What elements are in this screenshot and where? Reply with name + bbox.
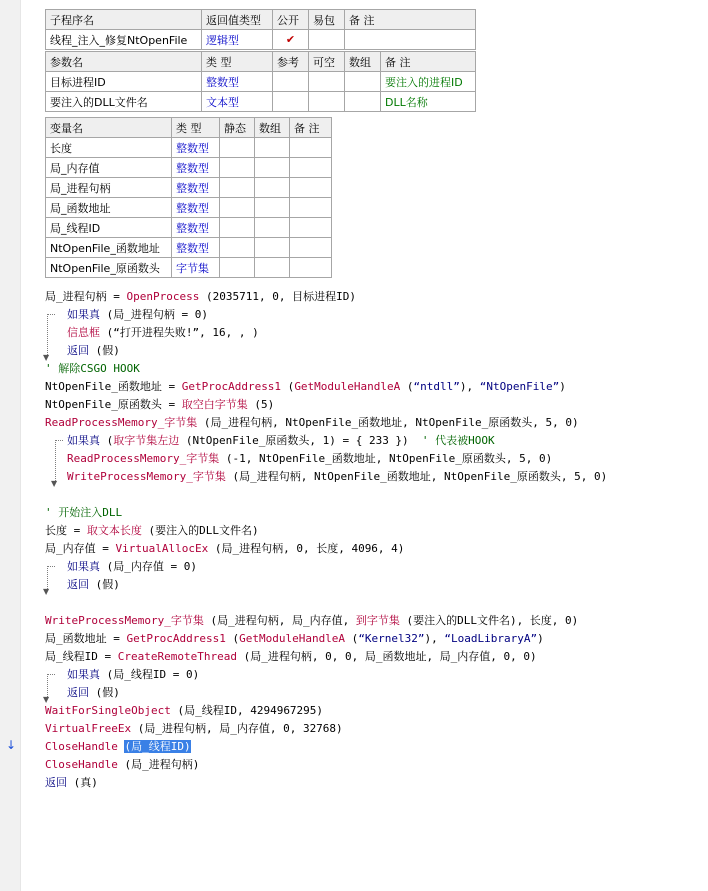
keyword: 如果真 [67, 560, 100, 573]
flow-guide [47, 566, 48, 589]
function-name: GetModuleHandleA [239, 632, 346, 645]
code-line[interactable] [67, 558, 197, 575]
code-line[interactable] [45, 378, 566, 395]
code-text: (局_进程句柄, 局_内存值, [203, 614, 356, 627]
var-type-cell[interactable]: 整数型 [172, 138, 220, 158]
code-text: (局_进程句柄) [117, 758, 200, 771]
code-text: 局_函数地址 = [45, 632, 127, 645]
code-text: (“打开进程失败!”, 16, , ) [100, 326, 259, 339]
param-type-cell[interactable]: 文本型 [202, 92, 273, 112]
function-name: WriteProcessMemory_字节集 [45, 614, 204, 627]
var-name-cell[interactable]: 局_函数地址 [46, 198, 172, 218]
function-name: 取空白字节集 [181, 398, 248, 411]
keyword: 返回 [67, 344, 89, 357]
code-text: (真) [67, 776, 98, 789]
string-literal: “ntdll” [413, 380, 460, 393]
keyword: 返回 [67, 686, 89, 699]
keyword: 如果真 [67, 668, 100, 681]
code-line[interactable] [67, 306, 208, 323]
down-triangle-icon: ▼ [43, 695, 50, 704]
flow-guide [47, 674, 55, 675]
code-line[interactable] [45, 648, 537, 665]
function-name: ReadProcessMemory_字节集 [45, 416, 198, 429]
code-text: NtOpenFile_原函数头 = [45, 398, 182, 411]
code-text: (要注入的DLL文件名), 长度, 0) [399, 614, 579, 627]
code-line[interactable] [45, 720, 343, 737]
code-text: (假) [89, 686, 120, 699]
function-name: GetProcAddress1 [126, 632, 226, 645]
var-note-cell[interactable] [290, 258, 332, 278]
var-static-cell[interactable] [220, 138, 255, 158]
var-type-cell[interactable]: 整数型 [172, 198, 220, 218]
code-line[interactable] [67, 684, 120, 701]
param-name-cell[interactable]: 目标进程ID [46, 72, 202, 92]
code-text: ( [281, 380, 295, 393]
header-sub-name: 子程序名 [46, 10, 202, 30]
var-array-cell[interactable] [255, 198, 290, 218]
var-array-cell[interactable] [255, 218, 290, 238]
function-name: OpenProcess [126, 290, 200, 303]
var-static-cell[interactable] [220, 218, 255, 238]
param-array-cell[interactable] [345, 72, 381, 92]
function-name: CloseHandle [45, 740, 118, 753]
comment-line[interactable]: ' 解除CSGO HOOK [45, 362, 140, 375]
code-text: (局_进程句柄, 0, 0, 局_函数地址, 局_内存值, 0, 0) [236, 650, 537, 663]
code-text: ) [537, 632, 544, 645]
function-name: ReadProcessMemory_字节集 [67, 452, 220, 465]
header-nullable: 可空 [309, 52, 345, 72]
code-text: (假) [89, 578, 120, 591]
var-name-cell[interactable]: NtOpenFile_函数地址 [46, 238, 172, 258]
function-name: VirtualAllocEx [115, 542, 209, 555]
code-text: (局_进程句柄, NtOpenFile_函数地址, NtOpenFile_原函数头, 5, 0) [197, 416, 579, 429]
flow-guide [47, 314, 48, 355]
param-type-cell[interactable]: 整数型 [202, 72, 273, 92]
header-param-note: 备 注 [381, 52, 476, 72]
param-array-cell[interactable] [345, 92, 381, 112]
param-ref-cell[interactable] [273, 72, 309, 92]
code-line[interactable] [67, 450, 552, 467]
header-note: 备 注 [345, 10, 476, 30]
code-text: (要注入的DLL文件名) [141, 524, 259, 537]
header-public: 公开 [273, 10, 309, 30]
header-array: 数组 [345, 52, 381, 72]
var-array-cell[interactable] [255, 178, 290, 198]
keyword: 如果真 [67, 434, 100, 447]
code-text: (局_进程句柄, NtOpenFile_函数地址, NtOpenFile_原函数头, 5, 0) [225, 470, 608, 483]
code-text: (-1, NtOpenFile_函数地址, NtOpenFile_原函数头, 5, 0) [219, 452, 553, 465]
code-text: ( [400, 380, 414, 393]
code-line[interactable] [67, 432, 495, 449]
code-text: (局_进程句柄, 局_内存值, 0, 32768) [131, 722, 343, 735]
var-note-cell[interactable] [290, 198, 332, 218]
comment: ' 代表被HOOK [408, 434, 495, 447]
function-name: GetProcAddress1 [181, 380, 282, 393]
code-text: (5) [247, 398, 275, 411]
param-name-cell[interactable]: 要注入的DLL文件名 [46, 92, 202, 112]
function-name: 到字节集 [355, 614, 400, 627]
header-param-type: 类 型 [202, 52, 273, 72]
var-array-cell[interactable] [255, 138, 290, 158]
var-static-cell[interactable] [220, 198, 255, 218]
code-text: ), [459, 380, 480, 393]
keyword: 返回 [67, 578, 89, 591]
code-line[interactable] [45, 522, 259, 539]
param-note-cell[interactable]: DLL名称 [381, 92, 476, 112]
var-static-cell[interactable] [220, 238, 255, 258]
code-text: 长度 = [45, 524, 87, 537]
code-text: (假) [89, 344, 120, 357]
function-name: 信息框 [67, 326, 100, 339]
function-name: CreateRemoteThread [117, 650, 237, 663]
var-note-cell[interactable] [290, 178, 332, 198]
return-type-cell[interactable]: 逻辑型 [202, 30, 273, 50]
code-text: (NtOpenFile_原函数头, 1) = { 233 }) [179, 434, 409, 447]
variable-table [45, 117, 332, 278]
comment-line[interactable]: ' 开始注入DLL [45, 506, 123, 519]
header-var-type: 类 型 [172, 118, 220, 138]
var-name-cell[interactable]: 局_内存值 [46, 158, 172, 178]
code-text: (2035711, 0, 目标进程ID) [199, 290, 356, 303]
function-name: WaitForSingleObject [45, 704, 171, 717]
string-literal: “NtOpenFile” [479, 380, 560, 393]
code-line[interactable] [67, 324, 259, 341]
function-name: WriteProcessMemory_字节集 [67, 470, 226, 483]
code-line[interactable] [45, 414, 579, 431]
header-easy-pkg: 易包 [309, 10, 345, 30]
code-line[interactable] [67, 576, 120, 593]
code-line[interactable] [45, 756, 199, 773]
public-checkmark-icon[interactable]: ✔ [273, 30, 309, 50]
code-text: 局_内存值 = [45, 542, 116, 555]
function-name: GetModuleHandleA [294, 380, 401, 393]
code-line[interactable] [45, 702, 323, 719]
string-literal: “LoadLibraryA” [444, 632, 538, 645]
var-type-cell[interactable]: 整数型 [172, 158, 220, 178]
down-triangle-icon: ▼ [51, 479, 58, 488]
current-line-arrow-icon: ↓ [6, 738, 17, 752]
code-text: ) [559, 380, 566, 393]
code-text: ( [345, 632, 359, 645]
var-type-cell[interactable]: 整数型 [172, 178, 220, 198]
var-static-cell[interactable] [220, 158, 255, 178]
note-cell[interactable] [345, 30, 476, 50]
var-type-cell[interactable]: 整数型 [172, 218, 220, 238]
var-note-cell[interactable] [290, 158, 332, 178]
header-var-name: 变量名 [46, 118, 172, 138]
code-text: (局_线程ID = 0) [100, 668, 200, 681]
var-array-cell[interactable] [255, 258, 290, 278]
code-text: (局_进程句柄 = 0) [100, 308, 208, 321]
code-line[interactable] [45, 774, 98, 791]
flow-guide [55, 440, 63, 441]
code-text: 局_进程句柄 = [45, 290, 127, 303]
function-name: 取文本长度 [86, 524, 142, 537]
var-static-cell[interactable] [220, 178, 255, 198]
string-literal: “Kernel32” [358, 632, 425, 645]
flow-guide [47, 566, 55, 567]
down-triangle-icon: ▼ [43, 587, 50, 596]
keyword: 返回 [45, 776, 67, 789]
flow-guide [47, 674, 48, 697]
parameter-table [45, 51, 476, 112]
header-return-type: 返回值类型 [202, 10, 273, 30]
code-line[interactable] [67, 468, 607, 485]
function-name: VirtualFreeEx [45, 722, 132, 735]
var-note-cell[interactable] [290, 238, 332, 258]
easy-pkg-cell[interactable] [309, 30, 345, 50]
code-text: 局_线程ID = [45, 650, 118, 663]
sub-name-cell[interactable]: 线程_注入_修复NtOpenFile [46, 30, 202, 50]
flow-guide [47, 314, 55, 315]
var-type-cell[interactable]: 字节集 [172, 258, 220, 278]
code-text: (局_线程ID, 4294967295) [170, 704, 324, 717]
var-name-cell[interactable]: NtOpenFile_原函数头 [46, 258, 172, 278]
function-name: CloseHandle [45, 758, 118, 771]
code-text: ( [100, 434, 114, 447]
header-var-array: 数组 [255, 118, 290, 138]
param-note-cell[interactable]: 要注入的进程ID [381, 72, 476, 92]
keyword: 如果真 [67, 308, 100, 321]
var-note-cell[interactable] [290, 218, 332, 238]
code-text: (局_进程句柄, 0, 长度, 4096, 4) [208, 542, 405, 555]
var-type-cell[interactable]: 整数型 [172, 238, 220, 258]
code-line[interactable] [45, 396, 274, 413]
var-array-cell[interactable] [255, 238, 290, 258]
var-array-cell[interactable] [255, 158, 290, 178]
down-triangle-icon: ▼ [43, 353, 50, 362]
function-name: 取字节集左边 [113, 434, 180, 447]
var-name-cell[interactable]: 局_进程句柄 [46, 178, 172, 198]
var-name-cell[interactable]: 长度 [46, 138, 172, 158]
selected-text[interactable]: (局_线程ID) [124, 740, 191, 753]
header-ref: 参考 [273, 52, 309, 72]
var-name-cell[interactable]: 局_线程ID [46, 218, 172, 238]
header-static: 静态 [220, 118, 255, 138]
param-nullable-cell[interactable] [309, 92, 345, 112]
param-nullable-cell[interactable] [309, 72, 345, 92]
code-line[interactable] [45, 540, 404, 557]
param-ref-cell[interactable] [273, 92, 309, 112]
code-line[interactable] [45, 612, 578, 629]
code-line[interactable] [67, 342, 120, 359]
code-line[interactable] [45, 630, 544, 647]
header-var-note: 备 注 [290, 118, 332, 138]
code-line[interactable] [67, 666, 199, 683]
code-text: (局_内存值 = 0) [100, 560, 197, 573]
code-text: NtOpenFile_函数地址 = [45, 380, 182, 393]
code-line[interactable] [45, 288, 356, 305]
code-line-current[interactable] [45, 738, 191, 755]
subroutine-table [45, 9, 476, 50]
code-text: ), [424, 632, 445, 645]
var-note-cell[interactable] [290, 138, 332, 158]
header-param-name: 参数名 [46, 52, 202, 72]
line-gutter [0, 0, 21, 891]
code-text: ( [225, 632, 240, 645]
flow-guide [55, 440, 56, 481]
var-static-cell[interactable] [220, 258, 255, 278]
